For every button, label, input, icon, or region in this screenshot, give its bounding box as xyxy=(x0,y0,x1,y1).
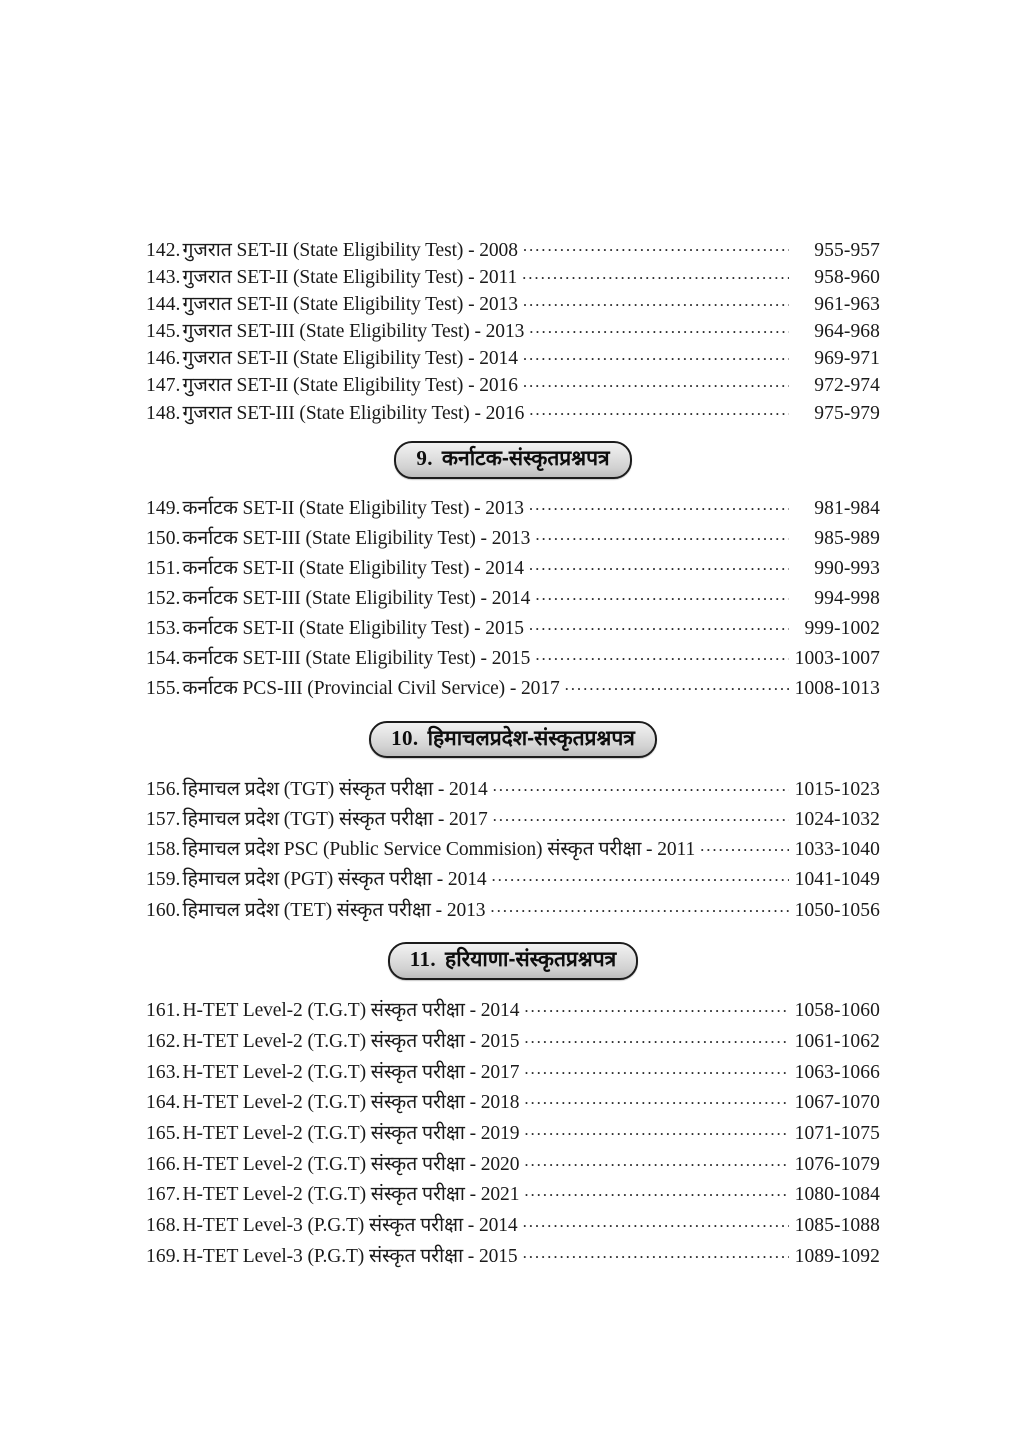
entry-title: H-TET Level-2 (T.G.T) संस्कृत परीक्षा - 2020 xyxy=(182,1153,520,1175)
entry-title: हिमाचल प्रदेश (PGT) संस्कृत परीक्षा - 2014 xyxy=(182,869,487,891)
entry-title: हिमाचल प्रदेश PSC (Public Service Commision) संस्कृत परीक्षा - 2011 xyxy=(182,839,696,861)
entry-number: 142. xyxy=(146,239,181,261)
spacer xyxy=(146,980,880,997)
entry-number: 165. xyxy=(146,1123,181,1145)
entry-number: 168. xyxy=(146,1215,181,1237)
entry-number: 153. xyxy=(146,618,181,640)
entry-title: H-TET Level-2 (T.G.T) संस्कृत परीक्षा - 2014 xyxy=(182,1000,520,1022)
entry-title: H-TET Level-2 (T.G.T) संस्कृत परीक्षा - 2019 xyxy=(182,1123,520,1145)
toc-section-himachal xyxy=(146,775,880,926)
entry-number: 149. xyxy=(146,498,181,520)
entry-pages: 1003-1007 xyxy=(794,648,880,670)
entry-title: गुजरात SET-II (State Eligibility Test) - 2014 xyxy=(182,348,518,370)
dot-leader xyxy=(523,345,789,365)
entry-title: कर्नाटक SET-III (State Eligibility Test) - 2015 xyxy=(182,648,531,670)
toc-row[interactable] xyxy=(146,645,880,675)
entry-pages: 1076-1079 xyxy=(794,1153,880,1175)
toc-section-karnataka xyxy=(146,495,880,705)
entry-pages: 1041-1049 xyxy=(794,869,880,891)
entry-pages: 1067-1070 xyxy=(794,1092,880,1114)
spacer xyxy=(146,426,880,441)
entry-number: 163. xyxy=(146,1061,181,1083)
entry-number: 166. xyxy=(146,1153,181,1175)
entry-number: 154. xyxy=(146,648,181,670)
entry-pages: 999-1002 xyxy=(804,618,880,640)
dot-leader xyxy=(524,1089,789,1109)
dot-leader xyxy=(700,836,789,856)
section-number: 9. xyxy=(416,446,433,471)
dot-leader xyxy=(523,372,789,392)
dot-leader xyxy=(523,1212,789,1232)
dot-leader xyxy=(523,236,789,256)
toc-row[interactable] xyxy=(146,525,880,555)
dot-leader xyxy=(535,645,789,665)
entry-number: 164. xyxy=(146,1092,181,1114)
entry-title: गुजरात SET-II (State Eligibility Test) - 2008 xyxy=(182,239,518,261)
toc-row[interactable] xyxy=(146,372,880,399)
entry-number: 162. xyxy=(146,1030,181,1052)
entry-pages: 961-963 xyxy=(814,293,880,315)
toc-section-gujarat xyxy=(146,236,880,426)
toc-row[interactable] xyxy=(146,263,880,290)
entry-title: कर्नाटक SET-II (State Eligibility Test) - 2013 xyxy=(182,498,524,520)
entry-pages: 1033-1040 xyxy=(794,839,880,861)
toc-row[interactable] xyxy=(146,997,880,1028)
toc-row[interactable] xyxy=(146,1212,880,1243)
entry-pages: 1024-1032 xyxy=(794,809,880,831)
entry-pages: 1058-1060 xyxy=(794,1000,880,1022)
dot-leader xyxy=(490,896,789,916)
entry-pages: 1071-1075 xyxy=(794,1123,880,1145)
section-heading-karnataka-wrap xyxy=(146,441,880,479)
dot-leader xyxy=(565,675,789,695)
entry-pages: 1063-1066 xyxy=(794,1061,880,1083)
toc-row[interactable] xyxy=(146,675,880,705)
dot-leader xyxy=(524,1181,789,1201)
spacer xyxy=(146,758,880,775)
toc-row[interactable] xyxy=(146,318,880,345)
dot-leader xyxy=(529,399,789,419)
entry-pages: 1050-1056 xyxy=(794,899,880,921)
dot-leader xyxy=(529,318,789,338)
toc-row[interactable] xyxy=(146,585,880,615)
entry-number: 156. xyxy=(146,778,181,800)
entry-title: कर्नाटक SET-III (State Eligibility Test) - 2013 xyxy=(182,528,531,550)
entry-pages: 985-989 xyxy=(814,528,880,550)
entry-number: 148. xyxy=(146,402,181,424)
dot-leader xyxy=(522,263,789,283)
entry-pages: 981-984 xyxy=(814,498,880,520)
entry-number: 158. xyxy=(146,839,181,861)
entry-number: 167. xyxy=(146,1184,181,1206)
entry-title: H-TET Level-2 (T.G.T) संस्कृत परीक्षा - 2018 xyxy=(182,1092,520,1114)
spacer xyxy=(146,479,880,495)
entry-number: 150. xyxy=(146,528,181,550)
entry-number: 143. xyxy=(146,266,181,288)
entry-pages: 1080-1084 xyxy=(794,1184,880,1206)
entry-title: कर्नाटक SET-II (State Eligibility Test) - 2014 xyxy=(182,558,524,580)
entry-title: गुजरात SET-III (State Eligibility Test) - 2013 xyxy=(182,321,525,343)
section-title: हिमाचलप्रदेश-संस्कृतप्रश्नपत्र xyxy=(427,726,635,750)
section-number: 11. xyxy=(409,947,437,972)
section-title: कर्नाटक-संस्कृतप्रश्नपत्र xyxy=(441,447,610,471)
entry-pages: 1089-1092 xyxy=(794,1245,880,1267)
entry-number: 155. xyxy=(146,678,181,700)
entry-title: गुजरात SET-III (State Eligibility Test) - 2016 xyxy=(182,402,525,424)
dot-leader xyxy=(523,1242,789,1262)
toc-row[interactable] xyxy=(146,555,880,585)
toc-row[interactable] xyxy=(146,1058,880,1089)
dot-leader xyxy=(529,615,789,635)
section-heading-haryana xyxy=(388,942,639,980)
section-heading-himachal-wrap xyxy=(146,721,880,759)
entry-pages: 994-998 xyxy=(814,588,880,610)
entry-title: H-TET Level-2 (T.G.T) संस्कृत परीक्षा - 2021 xyxy=(182,1184,520,1206)
toc-row[interactable] xyxy=(146,345,880,372)
entry-title: हिमाचल प्रदेश (TGT) संस्कृत परीक्षा - 2017 xyxy=(182,809,488,831)
entry-number: 161. xyxy=(146,1000,181,1022)
section-number: 10. xyxy=(391,725,419,750)
toc-row[interactable] xyxy=(146,896,880,926)
entry-number: 151. xyxy=(146,558,181,580)
entry-number: 147. xyxy=(146,375,181,397)
entry-pages: 964-968 xyxy=(814,321,880,343)
toc-row[interactable] xyxy=(146,1242,880,1273)
toc-row[interactable] xyxy=(146,1120,880,1151)
toc-row[interactable] xyxy=(146,1027,880,1058)
entry-pages: 955-957 xyxy=(814,239,880,261)
dot-leader xyxy=(493,806,789,826)
dot-leader xyxy=(493,775,789,795)
entry-number: 159. xyxy=(146,869,181,891)
entry-title: H-TET Level-2 (T.G.T) संस्कृत परीक्षा - 2015 xyxy=(182,1030,520,1052)
entry-title: H-TET Level-2 (T.G.T) संस्कृत परीक्षा - 2017 xyxy=(182,1061,520,1083)
toc-content xyxy=(146,236,880,1273)
dot-leader xyxy=(529,555,789,575)
entry-pages: 1015-1023 xyxy=(794,778,880,800)
entry-title: कर्नाटक SET-III (State Eligibility Test) - 2014 xyxy=(182,588,531,610)
entry-title: गुजरात SET-II (State Eligibility Test) - 2013 xyxy=(182,293,518,315)
entry-number: 146. xyxy=(146,348,181,370)
entry-title: गुजरात SET-II (State Eligibility Test) - 2016 xyxy=(182,375,518,397)
toc-row[interactable] xyxy=(146,236,880,263)
dot-leader xyxy=(524,1027,789,1047)
entry-title: H-TET Level-3 (P.G.T) संस्कृत परीक्षा - 2015 xyxy=(182,1245,518,1267)
entry-pages: 975-979 xyxy=(814,402,880,424)
dot-leader xyxy=(524,997,789,1017)
entry-number: 160. xyxy=(146,899,181,921)
entry-number: 157. xyxy=(146,809,181,831)
entry-pages: 958-960 xyxy=(814,266,880,288)
dot-leader xyxy=(524,1058,789,1078)
entry-pages: 990-993 xyxy=(814,558,880,580)
entry-pages: 1061-1062 xyxy=(794,1030,880,1052)
entry-number: 169. xyxy=(146,1245,181,1267)
entry-title: हिमाचल प्रदेश (TGT) संस्कृत परीक्षा - 2014 xyxy=(182,778,488,800)
dot-leader xyxy=(535,525,789,545)
dot-leader xyxy=(524,1120,789,1140)
entry-title: हिमाचल प्रदेश (TET) संस्कृत परीक्षा - 2013 xyxy=(182,899,486,921)
entry-title: कर्नाटक PCS-III (Provincial Civil Service) - 2017 xyxy=(182,678,560,700)
toc-row[interactable] xyxy=(146,1181,880,1212)
dot-leader xyxy=(523,290,789,310)
toc-row[interactable] xyxy=(146,495,880,525)
entry-pages: 1085-1088 xyxy=(794,1215,880,1237)
toc-row[interactable] xyxy=(146,615,880,645)
entry-number: 145. xyxy=(146,321,181,343)
toc-row[interactable] xyxy=(146,399,880,426)
spacer xyxy=(146,705,880,721)
dot-leader xyxy=(529,495,789,515)
entry-number: 144. xyxy=(146,293,181,315)
entry-pages: 969-971 xyxy=(814,348,880,370)
toc-row[interactable] xyxy=(146,866,880,896)
entry-number: 152. xyxy=(146,588,181,610)
entry-title: H-TET Level-3 (P.G.T) संस्कृत परीक्षा - 2014 xyxy=(182,1215,518,1237)
dot-leader xyxy=(535,585,789,605)
toc-section-haryana xyxy=(146,997,880,1273)
entry-title: गुजरात SET-II (State Eligibility Test) - 2011 xyxy=(182,266,518,288)
toc-row[interactable] xyxy=(146,1150,880,1181)
section-title: हरियाणा-संस्कृतप्रश्नपत्र xyxy=(445,948,617,972)
toc-row[interactable] xyxy=(146,1089,880,1120)
section-heading-karnataka xyxy=(394,441,631,479)
section-heading-haryana-wrap xyxy=(146,942,880,980)
toc-row[interactable] xyxy=(146,775,880,805)
spacer xyxy=(146,926,880,942)
dot-leader xyxy=(492,866,789,886)
entry-pages: 1008-1013 xyxy=(794,678,880,700)
dot-leader xyxy=(524,1150,789,1170)
entry-title: कर्नाटक SET-II (State Eligibility Test) - 2015 xyxy=(182,618,524,640)
toc-row[interactable] xyxy=(146,290,880,317)
toc-row[interactable] xyxy=(146,836,880,866)
section-heading-himachal xyxy=(369,721,657,759)
toc-row[interactable] xyxy=(146,806,880,836)
entry-pages: 972-974 xyxy=(814,375,880,397)
